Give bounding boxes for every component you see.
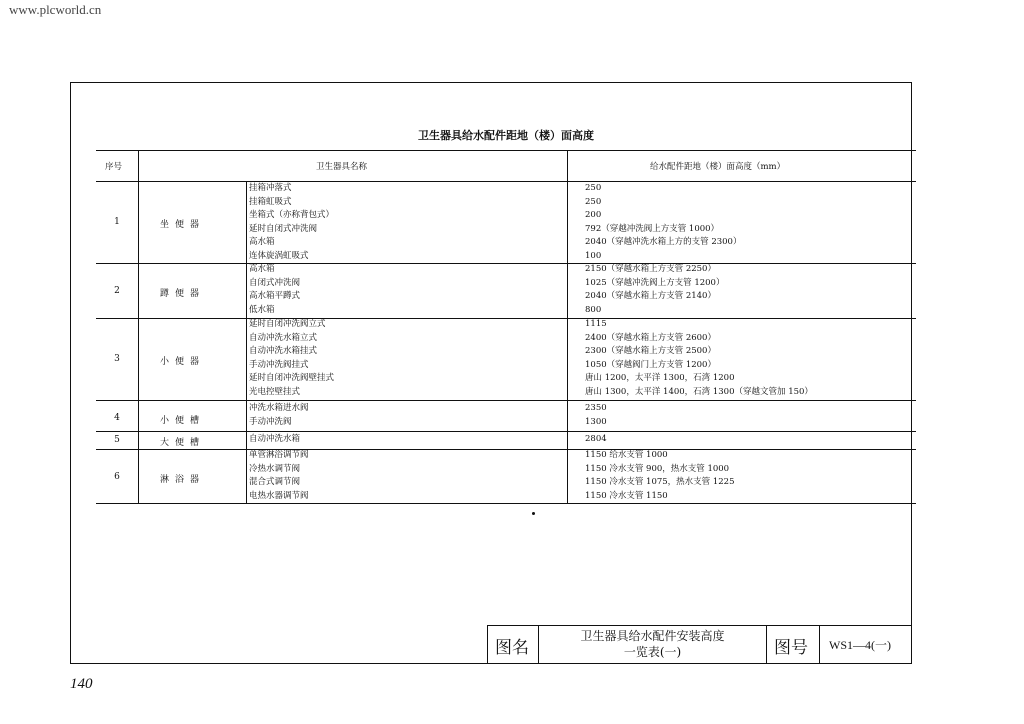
row-heights [585, 402, 607, 429]
row-fixture: 蹲便器 [160, 289, 206, 299]
header-index: 序号 [105, 162, 123, 172]
watermark-text: www.plcworld.cn [9, 2, 102, 17]
row-index: 3 [114, 354, 120, 364]
stray-dot [532, 512, 535, 515]
table-rule-row4 [96, 431, 916, 432]
row-fixture: 淋浴器 [160, 475, 206, 485]
item-text: 混合式调节阀 [249, 477, 301, 488]
row-items [249, 449, 309, 503]
drawing-code: WS1—4(一) [829, 638, 891, 652]
drawing-name-label: 图名 [495, 638, 529, 658]
row-heights [585, 449, 735, 503]
item-text: 自动冲洗水箱立式 [249, 332, 318, 343]
row-index: 1 [114, 217, 120, 227]
item-text: 高水箱平蹲式 [249, 291, 301, 302]
height-text: 792（穿越冲洗阀上方支管 1000） [585, 223, 720, 234]
item-text: 冷热水调节阀 [249, 463, 301, 474]
title-block-divider-3 [819, 625, 820, 664]
row-items [249, 263, 300, 317]
drawing-code-label: 图号 [774, 638, 808, 658]
table-col-divider-2 [246, 181, 247, 503]
height-text: 200 [585, 210, 602, 221]
height-text: 250 [585, 183, 602, 193]
item-text: 自动冲洗水箱 [249, 434, 301, 444]
height-text: 2400（穿越水箱上方支管 2600） [585, 332, 716, 343]
item-text: 低水箱 [249, 304, 275, 315]
row-fixture: 大便槽 [160, 438, 206, 448]
height-text: 1150 给水支管 1000 [585, 450, 668, 460]
item-text: 手动冲洗阀挂式 [249, 359, 309, 370]
table-rule-top [96, 150, 916, 151]
item-text: 连体旋涡虹吸式 [249, 250, 309, 261]
height-text: 250 [585, 196, 602, 207]
row-fixture: 小便槽 [160, 416, 206, 426]
height-text: 100 [585, 250, 602, 261]
title-block-divider-1 [538, 625, 539, 664]
item-text: 挂箱冲落式 [249, 183, 292, 193]
header-fitting-height: 给水配件距地（楼）面高度（mm） [650, 162, 786, 172]
row-heights [585, 263, 724, 317]
item-text: 坐箱式（亦称背包式） [249, 210, 335, 221]
height-text: 2150（穿越水箱上方支管 2250） [585, 264, 716, 274]
height-text: 1150 冷水支管 900，热水支管 1000 [585, 463, 730, 474]
height-text: 1150 冷水支管 1075，热水支管 1225 [585, 477, 735, 488]
table-title: 卫生器具给水配件距地（楼）面高度 [418, 129, 594, 142]
row-heights [585, 318, 813, 400]
row-items [249, 318, 334, 400]
item-text: 高水箱 [249, 264, 275, 274]
table-rule-header [96, 181, 916, 182]
row-heights [585, 182, 741, 264]
height-text: 1115 [585, 319, 607, 329]
height-text: 2804 [585, 434, 607, 444]
height-text: 800 [585, 304, 602, 315]
row-heights [585, 433, 607, 447]
table-col-divider-1 [138, 150, 139, 503]
item-text: 挂箱虹吸式 [249, 196, 292, 207]
row-fixture: 坐便器 [160, 220, 206, 230]
item-text: 自动冲洗水箱挂式 [249, 346, 318, 357]
table-rule-row3 [96, 400, 916, 401]
row-items [249, 182, 334, 264]
height-text: 1050（穿越阀门上方支管 1200） [585, 359, 716, 370]
row-items [249, 402, 309, 429]
height-text: 2300（穿越水箱上方支管 2500） [585, 346, 716, 357]
table-rule-bottom [96, 503, 916, 504]
table-col-divider-3 [567, 150, 568, 503]
drawing-name-line1: 卫生器具给水配件安装高度 [580, 629, 725, 643]
item-text: 手动冲洗阀 [249, 416, 292, 427]
item-text: 延时自闭冲洗阀立式 [249, 319, 326, 329]
row-index: 6 [114, 472, 120, 482]
item-text: 冲洗水箱进水阀 [249, 403, 309, 413]
row-fixture: 小便器 [160, 357, 206, 367]
item-text: 高水箱 [249, 237, 275, 248]
drawing-name [540, 628, 765, 660]
title-block-divider-2 [766, 625, 767, 664]
item-text: 光电控壁挂式 [249, 386, 301, 397]
header-fixture-name: 卫生器具名称 [316, 162, 368, 172]
height-text: 2350 [585, 403, 607, 413]
table-rule-row5 [96, 449, 916, 450]
height-text: 1025（穿越冲洗阀上方支管 1200） [585, 277, 725, 288]
item-text: 自闭式冲洗阀 [249, 277, 301, 288]
row-items [249, 433, 300, 447]
row-index: 2 [114, 286, 120, 296]
row-index: 5 [114, 435, 120, 445]
page-number: 140 [70, 676, 93, 692]
item-text: 单管淋浴调节阀 [249, 450, 309, 460]
item-text: 延时自闭式冲洗阀 [249, 223, 318, 234]
item-text: 电热水器调节阀 [249, 490, 309, 501]
height-text: 唐山 1200，太平洋 1300，石湾 1200 [585, 373, 735, 384]
item-text: 延时自闭冲洗阀壁挂式 [249, 373, 335, 384]
table-rule-row1 [96, 263, 916, 264]
height-text: 2040（穿越冲洗水箱上方的支管 2300） [585, 237, 742, 248]
height-text: 1150 冷水支管 1150 [585, 490, 668, 501]
height-text: 唐山 1300，太平洋 1400，石湾 1300（穿越文管加 150） [585, 386, 813, 397]
height-text: 2040（穿越水箱上方支管 2140） [585, 291, 716, 302]
row-index: 4 [114, 413, 120, 423]
height-text: 1300 [585, 416, 607, 427]
drawing-name-line2: 一览表(一) [623, 645, 682, 659]
